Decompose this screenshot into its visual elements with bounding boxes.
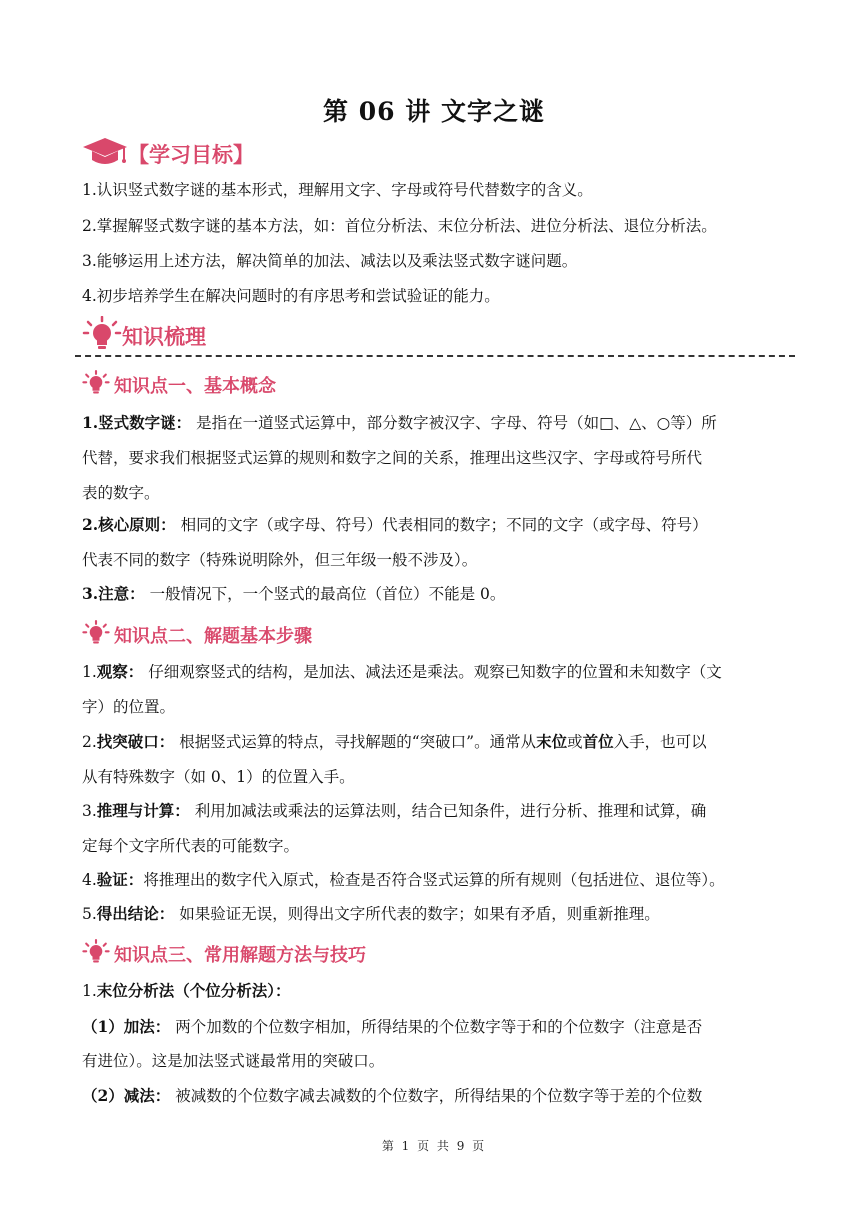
step-number: 5. [82, 905, 97, 923]
lightbulb-icon [82, 369, 110, 401]
text-span: 利用加减法或乘法的运算法则，结合已知条件，进行分析、推理和试算，确 [189, 802, 707, 820]
term-label: 得出结论： [96, 904, 175, 923]
point2-heading [82, 619, 312, 651]
step-number: （2） [82, 1086, 124, 1105]
paragraph-line: 表的数字。 [82, 484, 160, 502]
paragraph-line [82, 1017, 792, 1037]
paragraph-line [82, 662, 792, 682]
point1-heading-label: 知识点一、基本概念 [114, 376, 276, 397]
paragraph-line [82, 904, 792, 924]
page-footer: 第 1 页 共 9 页 [381, 1139, 487, 1153]
goals-heading [82, 136, 254, 172]
emphasis-text: 首位 [582, 732, 614, 751]
lightbulb-icon [82, 619, 110, 651]
page-title: 第 06 讲 文字之谜 [323, 97, 545, 126]
text-span: 根据竖式运算的特点，寻找解题的“突破口”。通常从 [174, 733, 537, 751]
text-span: 是指在一道竖式运算中，部分数字被汉字、字母、符号（如□、△、○等）所 [191, 414, 717, 432]
term-label: 末位分析法（个位分析法）： [96, 981, 291, 1000]
paragraph-line [82, 1086, 792, 1106]
term-label: 3.注意： [82, 584, 145, 603]
point2-heading-label: 知识点二、解题基本步骤 [114, 626, 312, 647]
text-span: 将推理出的数字代入原式，检查是否符合竖式运算的所有规则（包括进位、退位等）。 [143, 871, 725, 889]
term-label: 1.竖式数字谜： [82, 413, 192, 432]
paragraph-line [82, 413, 792, 433]
lightbulb-icon [82, 938, 110, 970]
paragraph-line: 字）的位置。 [82, 698, 176, 716]
term-label: 找突破口： [96, 732, 175, 751]
paragraph-line [82, 870, 792, 890]
paragraph-line: 代表不同的数字（特殊说明除外，但三年级一般不涉及）。 [82, 551, 478, 569]
step-number: 1. [82, 982, 97, 1000]
text-span: 仔细观察竖式的结构，是加法、减法还是乘法。观察已知数字的位置和未知数字（文 [143, 663, 722, 681]
step-number: 2. [82, 733, 97, 751]
knowledge-heading-label: 知识梳理 [122, 324, 206, 349]
graduation-cap-icon [82, 136, 128, 172]
paragraph-line [82, 981, 792, 1001]
text-span: 一般情况下，一个竖式的最高位（首位）不能是 0。 [144, 585, 506, 603]
paragraph-line [82, 515, 792, 535]
paragraph-line: 从有特殊数字（如 0、1）的位置入手。 [82, 768, 355, 786]
term-label: 2.核心原则： [82, 515, 176, 534]
paragraph-line [82, 801, 792, 821]
text-span: 如果验证无误，则得出文字所代表的数字；如果有矛盾，则重新推理。 [174, 905, 660, 923]
point1-heading [82, 369, 276, 401]
step-number: 3. [82, 802, 97, 820]
paragraph-line: 有进位）。这是加法竖式谜最常用的突破口。 [82, 1052, 385, 1070]
goal-item: 3.能够运用上述方法，解决简单的加法、减法以及乘法竖式数字谜问题。 [82, 252, 578, 270]
paragraph-line: 定每个文字所代表的可能数字。 [82, 837, 300, 855]
term-label: 推理与计算： [96, 801, 190, 820]
text-span: 两个加数的个位数字相加，所得结果的个位数字等于和的个位数字（注意是否 [170, 1018, 703, 1036]
term-label: 加法： [123, 1017, 171, 1036]
paragraph-line [82, 584, 792, 604]
paragraph-line: 代替，要求我们根据竖式运算的规则和数字之间的关系，推理出这些汉字、字母或符号所代 [82, 449, 703, 467]
text-span: 入手，也可以 [613, 733, 707, 751]
emphasis-text: 末位 [536, 732, 568, 751]
section-divider [75, 355, 795, 357]
step-number: 1. [82, 663, 97, 681]
goal-item: 1.认识竖式数字谜的基本形式，理解用文字、字母或符号代替数字的含义。 [82, 181, 593, 199]
text-span: 或 [567, 733, 583, 751]
goal-item: 2.掌握解竖式数字谜的基本方法，如：首位分析法、末位分析法、进位分析法、退位分析法。 [82, 217, 717, 235]
term-label: 观察： [96, 662, 144, 681]
step-number: 4. [82, 871, 97, 889]
text-span: 相同的文字（或字母、符号）代表相同的数字；不同的文字（或字母、符号） [175, 516, 708, 534]
term-label: 验证： [96, 870, 144, 889]
lightbulb-icon [82, 316, 122, 356]
step-number: （1） [82, 1017, 124, 1036]
knowledge-heading [82, 316, 206, 356]
goal-item: 4.初步培养学生在解决问题时的有序思考和尝试验证的能力。 [82, 287, 500, 305]
paragraph-line [82, 732, 792, 752]
point3-heading [82, 938, 366, 970]
term-label: 减法： [123, 1086, 171, 1105]
text-span: 被减数的个位数字减去减数的个位数字，所得结果的个位数字等于差的个位数 [170, 1087, 703, 1105]
point3-heading-label: 知识点三、常用解题方法与技巧 [114, 945, 366, 966]
goals-heading-label: 【学习目标】 [128, 142, 254, 167]
